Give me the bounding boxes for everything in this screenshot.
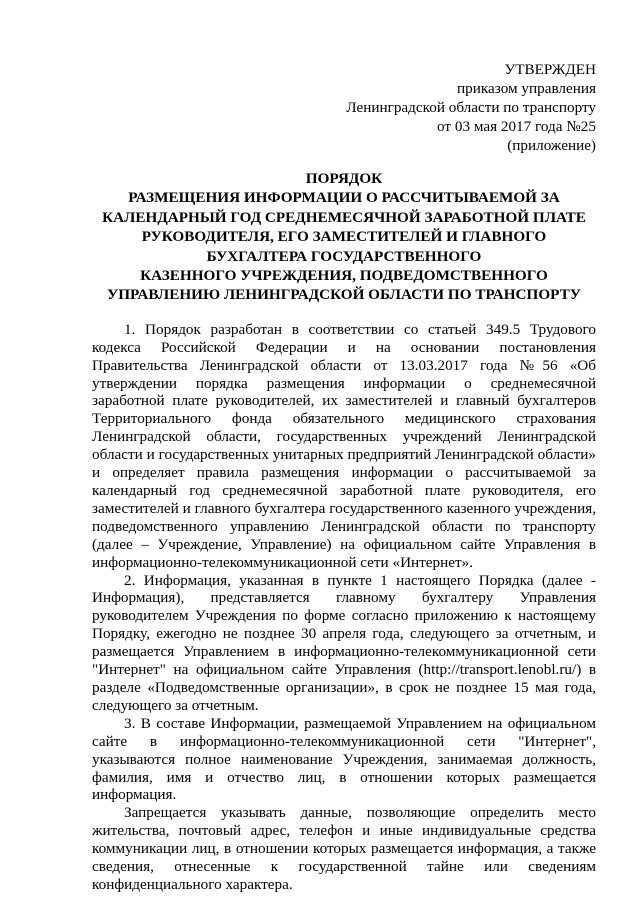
approval-line: от 03 мая 2017 года №25: [437, 118, 596, 135]
approval-line: УТВЕРЖДЕН: [504, 61, 596, 78]
title-line: РУКОВОДИТЕЛЯ, ЕГО ЗАМЕСТИТЕЛЕЙ И ГЛАВНОГО: [141, 228, 547, 246]
paragraph-2: 2. Информация, указанная в пункте 1 настоящего Порядка (далее - Информация), представляется главному бухгалтеру Управления руководителем Учреждения по форме согласно приложению к настоящему Порядку, ежегодно не позднее 30 апреля года, следующего за отчетным, и размещается Управлением в информационно-телекоммуникационной сети "Интернет" на официальном сайте Управления (http://transport.lenobl.ru/) в разделе «Подведомственные организации», в срок не позднее 15 мая года, следующего за отчетным.: [92, 571, 596, 714]
title-line: КАЗЕННОГО УЧРЕЖДЕНИЯ, ПОДВЕДОМСТВЕННОГО: [140, 267, 548, 285]
paragraph-3: 3. В составе Информации, размещаемой Управлением на официальном сайте в информационно-телекоммуникационной сети "Интернет", указываются полное наименование Учреждения, занимаемая должность, фамилия, имя и отчество лиц, в отношении которых размещается информация.: [92, 714, 596, 804]
title-line: ПОРЯДОК: [305, 170, 383, 187]
title-line: УПРАВЛЕНИЮ ЛЕНИНГРАДСКОЙ ОБЛАСТИ ПО ТРАНСПОРТУ: [107, 286, 581, 304]
document-body: [92, 321, 596, 894]
approval-stamp: [92, 60, 596, 155]
title-line: РАЗМЕЩЕНИЯ ИНФОРМАЦИИ О РАССЧИТЫВАЕМОЙ ЗА: [128, 189, 560, 207]
approval-line: приказом управления: [457, 80, 596, 97]
document-title: [92, 169, 596, 305]
paragraph-4: Запрещается указывать данные, позволяющие определить место жительства, почтовый адрес, телефон и иные индивидуальные средства коммуникации лиц, в отношении которых размещается информация, а также сведения, отнесенные к государственной тайне или сведениям конфиденциального характера.: [92, 804, 596, 893]
approval-line: (приложение): [507, 137, 596, 154]
title-line: КАЛЕНДАРНЫЙ ГОД СРЕДНЕМЕСЯЧНОЙ ЗАРАБОТНОЙ ПЛАТЕ: [102, 208, 586, 226]
title-line: БУХГАЛТЕРА ГОСУДАРСТВЕННОГО: [206, 247, 482, 265]
approval-line: Ленинградской области по транспорту: [346, 99, 596, 116]
paragraph-1: 1. Порядок разработан в соответствии со статьей 349.5 Трудового кодекса Российской Федерации и на основании постановления Правительства Ленинградской области от 13.03.2017 года №56 «Об утверждении порядка размещения информации о среднемесячной заработной плате руководителей, их заместителей и главный бухгалтеров Территориального фонда обязательного медицинского страхования Ленинградской области, государственных учреждений Ленинградской области и государственных унитарных предприятий Ленинградской области» и определяет правила размещения информации о рассчитываемой за календарный год среднемесячной заработной плате руководителя, его заместителей и главного бухгалтера государственного казенного учреждения, подведомственного управлению Ленинградской области по транспорту (далее – Учреждение, Управление) на официальном сайте Управления в информационно-телекоммуникационной сети «Интернет».: [92, 320, 596, 571]
